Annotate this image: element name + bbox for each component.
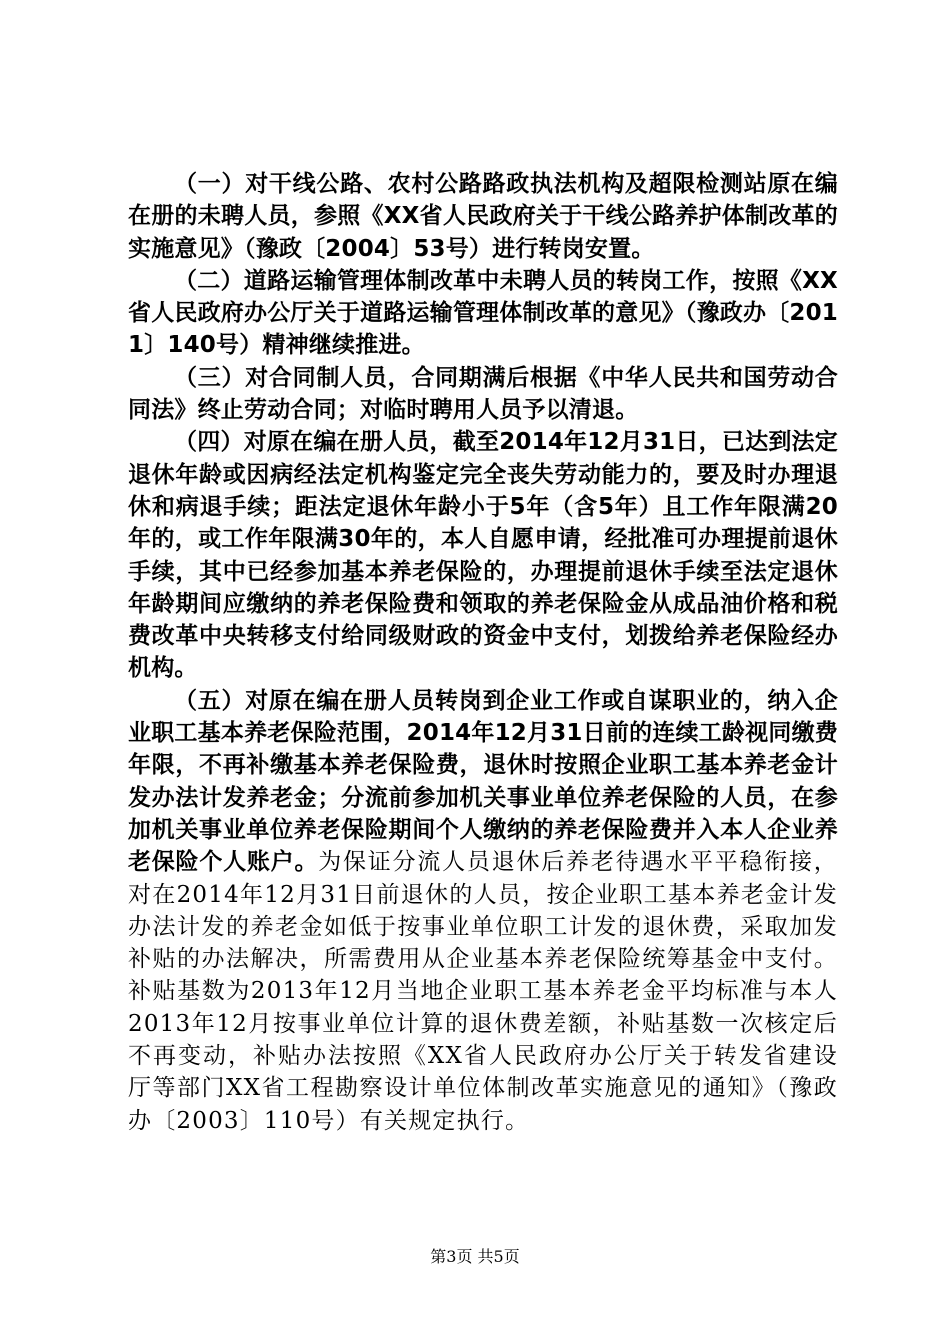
paragraph-1-text: （一）对干线公路、农村公路路政执法机构及超限检测站原在编在册的未聘人员，参照《XX省人民政府关于干线公路养护体制改革的实施意见》（豫政〔2004〕53号）进行转岗安置。 <box>128 171 838 262</box>
paragraph-5-text: （五）对原在编在册人员转岗到企业工作或自谋职业的，纳入企业职工基本养老保险范围，2014年12月31日前的连续工龄视同缴费年限，不再补缴基本养老保险费，退休时按照企业职工基本养老金计发办法计发养老金；分流前参加机关事业单位养老保险的人员，在参加机关事业单位养老保险期间个人缴纳的养老保险费并入本人企业养老保险个人账户。 <box>128 687 838 876</box>
paragraph-4-text: （四）对原在编在册人员，截至2014年12月31日，已达到法定退休年龄或因病经法定机构鉴定完全丧失劳动能力的，要及时办理退休和病退手续；距法定退休年龄小于5年（含5年）且工作年限满20年的，或工作年限满30年的，本人自愿申请，经批准可办理提前退休手续，其中已经参加基本养老保险的，办理提前退休手续至法定退休年龄期间应缴纳的养老保险费和领取的养老保险金从成品油价格和税费改革中央转移支付给同级财政的资金中支付，划拨给养老保险经办机构。 <box>128 429 838 682</box>
page-number-footer <box>0 1247 950 1267</box>
paragraph-3-text: （三）对合同制人员，合同期满后根据《中华人民共和国劳动合同法》终止劳动合同；对临时聘用人员予以清退。 <box>128 364 838 424</box>
paragraph-5 <box>128 685 838 1137</box>
paragraph-2 <box>128 265 838 362</box>
paragraph-1 <box>128 168 838 265</box>
paragraph-2-text: （二）道路运输管理体制改革中未聘人员的转岗工作，按照《XX省人民政府办公厅关于道路运输管理体制改革的意见》（豫政办〔2011〕140号）精神继续推进。 <box>128 267 838 359</box>
paragraph-4 <box>128 426 838 684</box>
paragraph-3 <box>128 362 838 427</box>
page-number-label: 第3页 共5页 <box>430 1247 520 1266</box>
paragraph-5-continuation: 为保证分流人员退休后养老待遇水平平稳衔接，对在2014年12月31日前退休的人员，按企业职工基本养老金计发办法计发的养老金如低于按事业单位职工计发的退休费，采取加发补贴的办法解决，所需费用从企业基本养老保险统筹基金中支付。补贴基数为2013年12月当地企业职工基本养老金平均标准与本人2013年12月按事业单位计算的退休费差额，补贴基数一次核定后不再变动，补贴办法按照《XX省人民政府办公厅关于转发省建设厅等部门XX省工程勘察设计单位体制改革实施意见的通知》（豫政办〔2003〕110号）有关规定执行。 <box>128 849 838 1134</box>
document-body <box>128 168 838 1137</box>
